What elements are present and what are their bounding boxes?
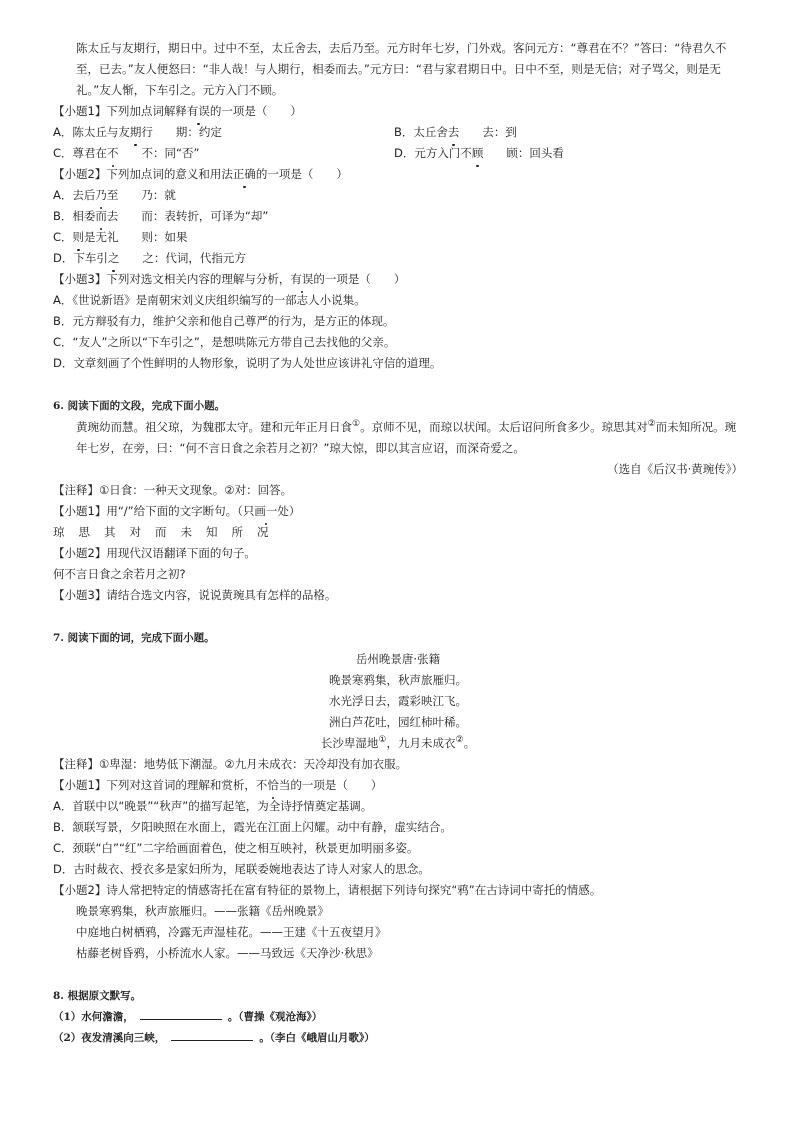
- section-6-heading: 6. 阅读下面的文段，完成下面小题。: [53, 400, 226, 412]
- quoted-poem: 中庭地白树栖鸦，冷露无声湿桂花。——王建《十五夜望月》: [76, 925, 387, 939]
- option-d[interactable]: D．下车引之 之：代词，代指元方: [53, 248, 743, 269]
- option-a[interactable]: A．首联中以“晚景”“秋声”的描写起笔，为全诗抒情奠定基调。: [53, 799, 373, 813]
- section-8-heading: 8. 根据原文默写。: [53, 990, 142, 1002]
- question-3-stem: 【小题3】请结合选文内容，说说黄琬具有怎样的品格。: [53, 588, 337, 602]
- emphasis-dots: 有误: [187, 101, 210, 122]
- answer-blank[interactable]: [171, 1028, 253, 1041]
- option-b[interactable]: B．元方辩驳有力，维护父亲和他自己尊严的行为，是方正的体现。: [53, 314, 395, 328]
- poem-line: 晚景寒鸦集，秋声旅雁归。: [329, 673, 467, 687]
- option-c[interactable]: C．“友人”之所以“下车引之”，是想哄陈元方带自己去找他的父亲。: [53, 335, 396, 349]
- option-d[interactable]: D．元方入门不顾 顾：回头看: [394, 143, 564, 164]
- emphasis-dots: 正确: [233, 164, 256, 185]
- question-1-stem: 【小题1】下列加点词解释有误的一项是（ ）: [53, 101, 743, 122]
- passage-chen-taiqiu: 陈太丘与友期行，期日中。过中不至，太丘舍去，去后乃至。元方时年七岁，门外戏。客问元方：“尊君在不？”答曰：“待君久不至，已去。”友人便怒曰：“非人哉！与人期行，相委而去。”元方曰：“君与家君期日中。日中不至，则是无信；对子骂父，则是无礼。”友人惭，下车引之。元方入门不顾。: [76, 41, 727, 97]
- option-b[interactable]: B．太丘舍去 去：到: [394, 122, 517, 143]
- poem-title: 岳州晚景唐·张籍: [355, 652, 441, 666]
- question-1-options-cd: [53, 143, 743, 164]
- option-c[interactable]: C．颈联“白”“红”二字给画面着色，使之相互映衬，秋景更加明丽多姿。: [53, 841, 419, 855]
- dictation-item-1: （1）水何澹澹， 。（曹操《观沧海》）: [53, 1007, 743, 1028]
- option-b[interactable]: B．颔联写景，夕阳映照在水面上，霞光在江面上闪耀。动中有静，虚实结合。: [53, 820, 452, 834]
- answer-blank[interactable]: [140, 1007, 222, 1020]
- question-1-stem: 【小题1】用“/”给下面的文字断句。（只画一处）: [53, 501, 743, 522]
- passage-source: （选自《后汉书·黄琬传》）: [607, 462, 743, 476]
- poem-notes: 【注释】①卑湿：地势低下潮湿。②九月未成衣：天冷却没有加衣服。: [53, 757, 408, 771]
- quoted-poem: 枯藤老树昏鸦，小桥流水人家。——马致远《天净沙·秋思》: [76, 946, 379, 960]
- poem-line: 水光浮日去，霞彩映江飞。: [329, 694, 467, 708]
- note-marker: ②: [455, 735, 464, 746]
- question-2-stem: 【小题2】下列加点词的意义和用法正确的一项是（ ）: [53, 164, 743, 185]
- question-3-stem: 【小题3】下列对选文相关内容的理解与分析，有误的一项是（ ）: [53, 269, 743, 290]
- option-d[interactable]: D．古时裁衣、授衣多是家妇所为，尾联委婉地表达了诗人对家人的思念。: [53, 862, 430, 876]
- question-1-stem: 【小题1】下列对这首词的理解和赏析，不恰当的一项是（ ）: [53, 775, 743, 796]
- poem-line: 洲白芦花吐，园红柿叶稀。: [329, 715, 467, 729]
- sentence-to-translate: 何不言日食之余若月之初?: [53, 567, 186, 581]
- option-d[interactable]: D．文章刻画了个性鲜明的人物形象，说明了为人处世应该讲礼守信的道理。: [53, 356, 442, 370]
- option-a[interactable]: A．《世说新语》是南朝宋刘义庆组织编写的一部志人小说集。: [53, 293, 366, 307]
- emphasis-dots: 只画一处: [243, 501, 289, 522]
- question-2-stem: 【小题2】用现代汉语翻译下面的句子。: [53, 546, 256, 560]
- note-marker: ①: [352, 419, 361, 430]
- emphasis-dots: 有误: [290, 269, 313, 290]
- passage-huang-wan: 黄琬幼而慧。祖父琼，为魏郡太守。建和元年正月日食①。京师不见，而琼以状闻。太后诏问所食多少。琼思其对②而未知所况。琬年七岁，在旁，曰：“何不言日食之余若月之初？”琼大惊，即以其言应诏，而深奇爱之。: [76, 419, 737, 455]
- passage-notes: 【注释】①日食：一种天文现象。②对：回答。: [53, 483, 293, 497]
- note-marker: ②: [647, 419, 656, 430]
- emphasis-dots: 不恰当: [256, 775, 291, 796]
- quoted-poem: 晚景寒鸦集，秋声旅雁归。——张籍《岳州晚景》: [76, 904, 329, 918]
- poem-line: 长沙卑湿地①，九月未成衣②。: [320, 735, 476, 750]
- dictation-item-2: （2）夜发清溪向三峡， 。（李白《峨眉山月歌》）: [53, 1028, 743, 1049]
- option-b[interactable]: B．相委而去 而：表转折，可译为“却”: [53, 206, 743, 227]
- option-c[interactable]: C．则是无礼 则：如果: [53, 227, 743, 248]
- option-a[interactable]: A．陈太丘与友期行 期：约定: [53, 122, 394, 143]
- sentence-to-punctuate: 琼 思 其 对 而 未 知 所 况: [53, 525, 269, 539]
- note-marker: ①: [378, 735, 387, 746]
- section-7-heading: 7. 阅读下面的词，完成下面小题。: [53, 632, 215, 644]
- exam-page: [53, 38, 743, 1049]
- question-2-stem: 【小题2】诗人常把特定的情感寄托在富有特征的景物上，请根据下列诗句探究“鸦”在古诗词中寄托的情感。: [53, 883, 602, 897]
- option-c[interactable]: C．尊君在不 不：同“否”: [53, 143, 394, 164]
- option-a[interactable]: A．去后乃至 乃：就: [53, 185, 743, 206]
- question-1-options-ab: [53, 122, 743, 143]
